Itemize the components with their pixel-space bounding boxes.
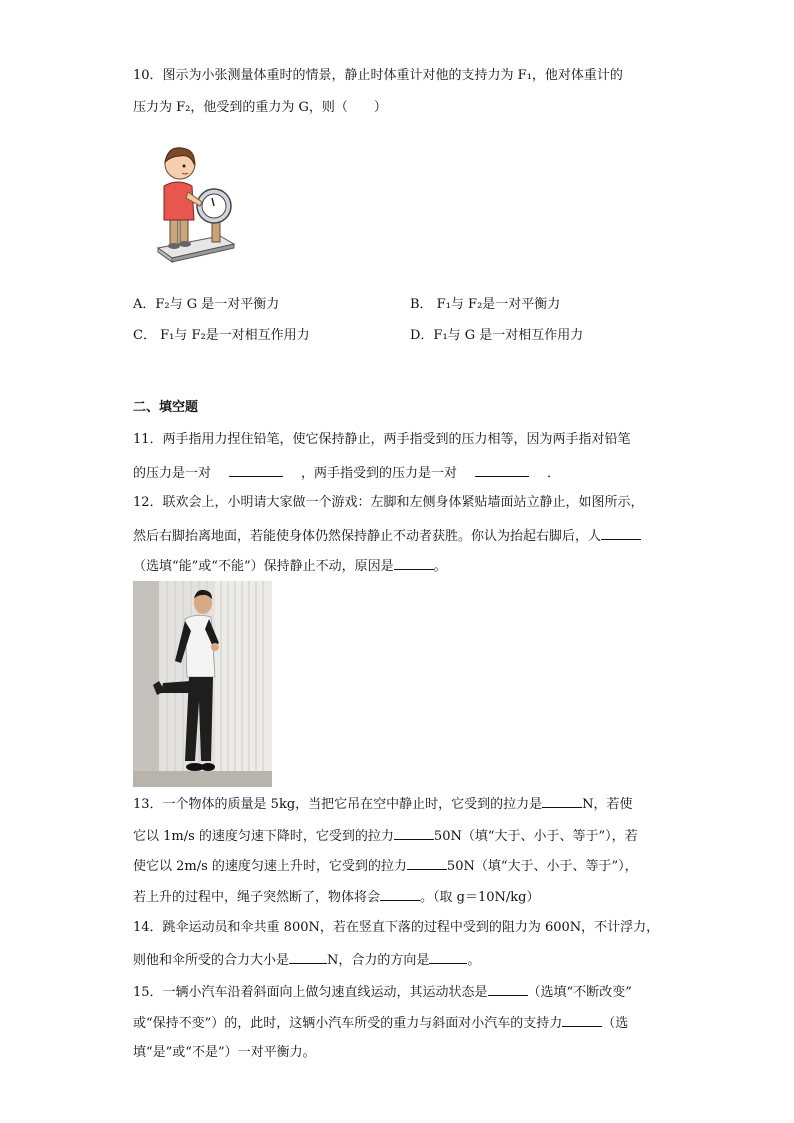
q14-text-b: N，合力的方向是 bbox=[327, 953, 430, 968]
q13-text-f: 50N（填“大于、小于、等于”）， bbox=[446, 859, 638, 874]
answer-blank[interactable] bbox=[601, 525, 641, 540]
q12-line1: 12．联欢会上，小明请大家做一个游戏：左脚和左侧身体紧贴墙面站立静止，如图所示， bbox=[133, 495, 644, 510]
answer-blank[interactable] bbox=[394, 555, 434, 570]
q10-option-d: D．F₁与 G 是一对相互作用力 bbox=[410, 328, 584, 343]
weighing-scale-illustration bbox=[150, 140, 240, 268]
q13-line3 bbox=[133, 855, 638, 877]
q13-text-b: N，若使 bbox=[582, 797, 633, 812]
q13-line1 bbox=[133, 793, 633, 815]
q12-text-c: 。 bbox=[433, 559, 447, 574]
q10-option-b: B． F₁与 F₂是一对平衡力 bbox=[410, 297, 561, 312]
q13-text-a: 13．一个物体的质量是 5kg，当把它吊在空中静止时，它受到的拉力是 bbox=[133, 797, 543, 812]
q15-text-a: 15．一辆小汽车沿着斜面向上做匀速直线运动，其运动状态是 bbox=[133, 985, 488, 1000]
q11-text-b: ，两手指受到的压力是一对 bbox=[301, 466, 458, 481]
q14-line2 bbox=[133, 949, 480, 971]
q14-text-c: 。 bbox=[467, 953, 481, 968]
q15-text-c: 或“保持不变”）的，此时，这辆小汽车所受的重力与斜面对小汽车的支持力 bbox=[133, 1016, 563, 1031]
q10-option-c: C． F₁与 F₂是一对相互作用力 bbox=[133, 328, 310, 343]
answer-blank[interactable] bbox=[475, 462, 529, 477]
q14-text-a: 则他和伞所受的合力大小是 bbox=[133, 953, 290, 968]
q15-text-b: （选填“不断改变” bbox=[527, 985, 632, 1000]
q13-text-h: 。（取 g＝10N/kg） bbox=[420, 890, 540, 905]
q13-text-c: 它以 1m/s 的速度匀速下降时，它受到的拉力 bbox=[133, 829, 394, 844]
q15-line2 bbox=[133, 1012, 628, 1034]
q13-text-e: 使它以 2m/s 的速度匀速上升时，它受到的拉力 bbox=[133, 859, 407, 874]
q12-text-b: （选填“能”或“不能”）保持静止不动，原因是 bbox=[133, 559, 394, 574]
q12-text-a: 然后右脚抬离地面，若能使身体仍然保持静止不动者获胜。你认为抬起右脚后，人 bbox=[133, 529, 602, 544]
answer-blank[interactable] bbox=[542, 793, 582, 808]
answer-blank[interactable] bbox=[562, 1012, 602, 1027]
q15-text-d: （选 bbox=[602, 1016, 629, 1031]
answer-blank[interactable] bbox=[407, 855, 447, 870]
q15-line1 bbox=[133, 981, 632, 1003]
q14-line1: 14．跳伞运动员和伞共重 800N，若在竖直下落的过程中受到的阻力为 600N，不计浮力， bbox=[133, 920, 660, 935]
q11-line1: 11．两手指用力捏住铅笔，使它保持静止，两手指受到的压力相等，因为两手指对铅笔 bbox=[133, 432, 631, 447]
q10-line1: 10．图示为小张测量体重时的情景，静止时体重计对他的支持力为 F₁，他对体重计的 bbox=[133, 68, 623, 83]
q13-text-g: 若上升的过程中，绳子突然断了，物体将会 bbox=[133, 890, 381, 905]
answer-blank[interactable] bbox=[289, 949, 327, 964]
wall-stand-photo bbox=[133, 581, 272, 787]
q12-line2 bbox=[133, 525, 641, 547]
answer-blank[interactable] bbox=[380, 886, 420, 901]
answer-blank[interactable] bbox=[429, 949, 467, 964]
q10-line2: 压力为 F₂，他受到的重力为 G，则（ ） bbox=[133, 100, 387, 115]
answer-blank[interactable] bbox=[488, 981, 528, 996]
q10-option-a: A．F₂与 G 是一对平衡力 bbox=[133, 297, 280, 312]
section-title: 二、填空题 bbox=[133, 400, 199, 415]
q11-text-c: ． bbox=[547, 466, 561, 481]
q11-text-a: 的压力是一对 bbox=[133, 466, 212, 481]
answer-blank[interactable] bbox=[394, 825, 434, 840]
q13-line4 bbox=[133, 886, 539, 908]
q15-line3: 填“是”或“不是”）一对平衡力。 bbox=[133, 1045, 316, 1060]
q11-line2 bbox=[133, 462, 560, 484]
q13-line2 bbox=[133, 825, 638, 847]
answer-blank[interactable] bbox=[229, 462, 283, 477]
q12-line3 bbox=[133, 555, 447, 577]
q13-text-d: 50N（填“大于、小于、等于”），若 bbox=[433, 829, 638, 844]
